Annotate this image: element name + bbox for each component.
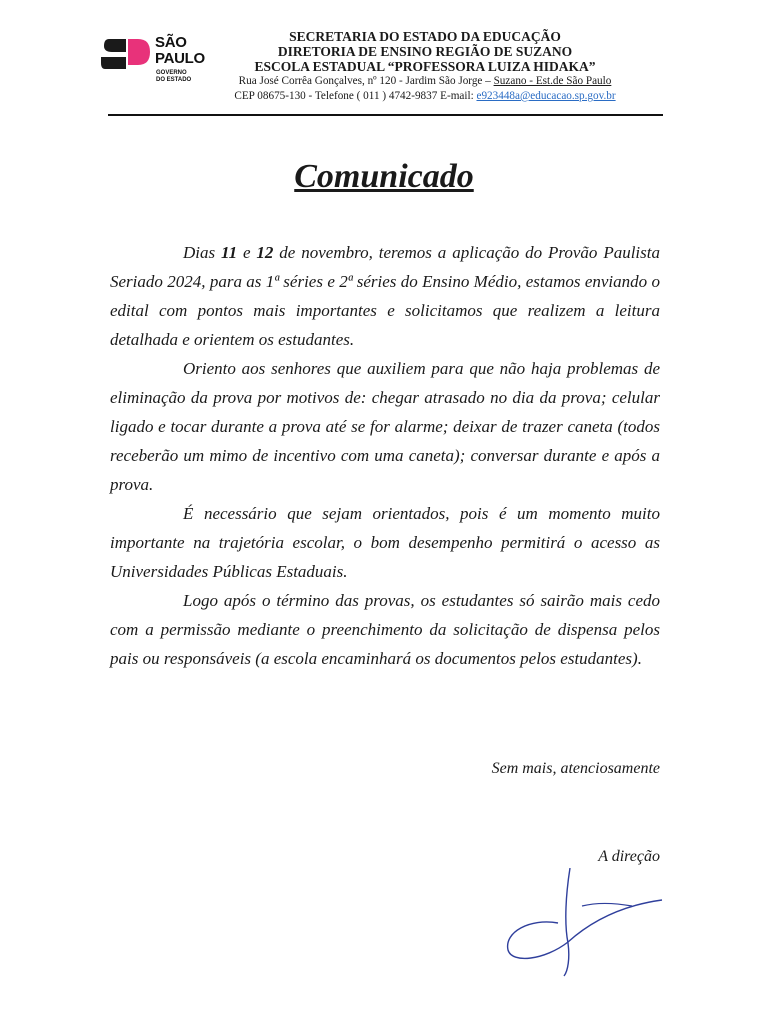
logo-text-paulo: PAULO <box>155 50 205 67</box>
document-body <box>110 238 660 673</box>
paragraph-2: Oriento aos senhores que auxiliem para que não haja problemas de eliminação da prova por motivos de: chegar atrasado no dia da prova; celular ligado e tocar durante a prova até se for alarme; deixar de trazer caneta (todos receberão um mimo de incentivo com uma caneta); conversar durante e após a prova. <box>110 359 660 494</box>
paragraph-4: Logo após o término das provas, os estudantes só sairão mais cedo com a permissão mediante o preenchimento da solicitação de dispensa pelos pais ou responsáveis (a escola encaminhará os documentos pelos estudantes). <box>110 591 660 668</box>
paragraph-1 <box>110 238 660 354</box>
p1-text-c: de novembro, teremos a aplicação do Provão Paulista Seriado 2024, para as 1ª séries e 2ª séries do Ensino Médio, estamos enviando o edital com pontos mais importantes e solicitamos que realizem a leitura detalhada e orientem os estudantes. <box>110 243 660 349</box>
p1-day-12: 12 <box>256 243 274 262</box>
sp-logo-mark-icon <box>100 35 152 75</box>
contact-email-link[interactable]: e923448a@educacao.sp.gov.br <box>476 90 616 102</box>
p1-day-11: 11 <box>221 243 238 262</box>
logo-text-governo: GOVERNO <box>156 70 187 76</box>
p1-text-b: e <box>237 243 257 262</box>
contact-phone: CEP 08675-130 - Telefone ( 011 ) 4742-9837 E-mail: <box>234 90 477 102</box>
logo-text-do-estado: DO ESTADO <box>156 77 192 83</box>
header-contact <box>190 90 660 102</box>
closing-line: Sem mais, atenciosamente <box>491 760 660 777</box>
logo-text-sao: SÃO <box>155 34 187 51</box>
address-city: Suzano - Est.de São Paulo <box>493 75 612 87</box>
header-divider <box>108 114 663 116</box>
header-secretaria: SECRETARIA DO ESTADO DA EDUCAÇÃO <box>289 29 561 44</box>
header-diretoria: DIRETORIA DE ENSINO REGIÃO DE SUZANO <box>277 44 573 59</box>
handwritten-signature <box>490 868 670 978</box>
header-escola: ESCOLA ESTADUAL “PROFESSORA LUIZA HIDAKA” <box>254 59 596 74</box>
p1-text-a: Dias <box>183 243 222 262</box>
address-street: Rua José Corrêa Gonçalves, nº 120 - Jardim São Jorge – <box>238 75 494 87</box>
document-title: Comunicado <box>294 158 474 195</box>
signatory-label: A direção <box>598 848 660 865</box>
header-address <box>190 75 660 87</box>
paragraph-3: É necessário que sejam orientados, pois é um momento muito importante na trajetória escolar, o bom desempenho permitirá o acesso as Universidades Públicas Estaduais. <box>110 504 660 581</box>
